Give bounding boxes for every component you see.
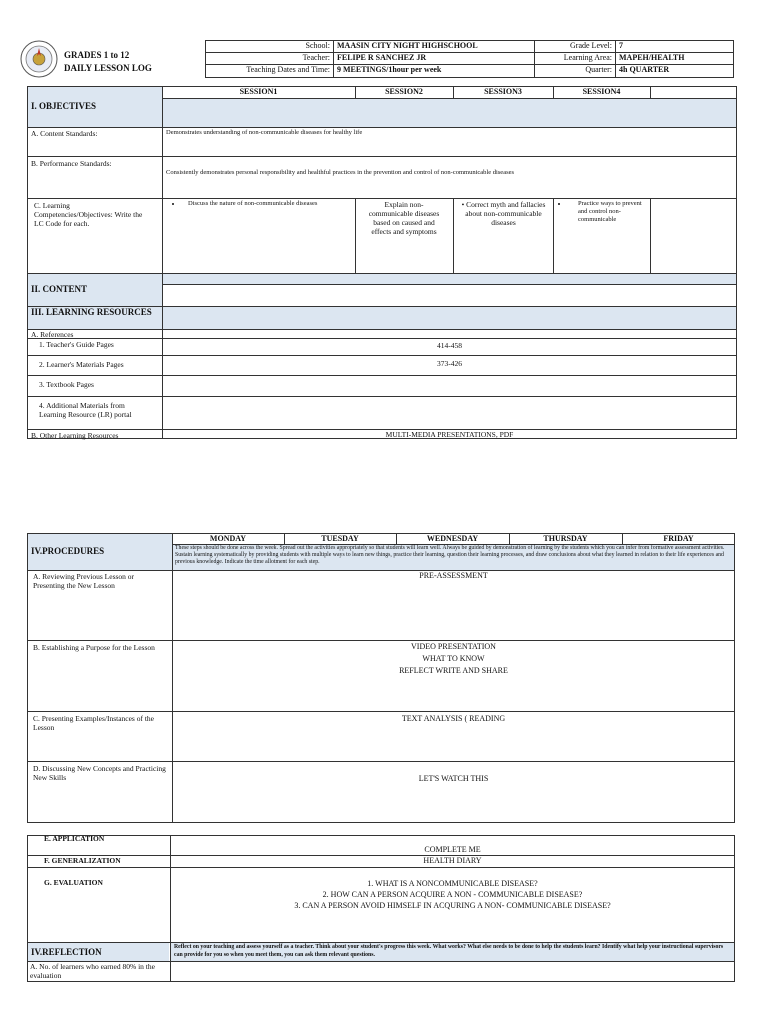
content-heading: II. CONTENT xyxy=(31,284,88,294)
teachers-guide-label: 1. Teacher's Guide Pages xyxy=(39,340,114,349)
procedures-heading: IV.PROCEDURES xyxy=(31,546,105,556)
proc-a-value: PRE-ASSESSMENT xyxy=(419,571,488,580)
competency-3 xyxy=(457,200,550,227)
application-value: COMPLETE ME xyxy=(424,845,481,854)
evaluation-label: G. EVALUATION xyxy=(44,878,103,887)
objectives-heading: I. OBJECTIVES xyxy=(31,101,97,111)
textbook-label: 3. Textbook Pages xyxy=(39,380,94,389)
additional-materials-label: 4. Additional Materials from Learning Resource (LR) portal xyxy=(39,401,132,419)
performance-standards-label: B. Performance Standards: xyxy=(31,159,112,168)
objectives-band xyxy=(163,98,736,127)
deped-seal-icon xyxy=(20,40,58,78)
teacher-value: FELIPE R SANCHEZ JR xyxy=(337,53,427,62)
dates-label: Teaching Dates and Time: xyxy=(246,65,330,74)
generalization-value: HEALTH DIARY xyxy=(423,856,482,865)
content-band xyxy=(163,274,736,284)
day-friday: FRIDAY xyxy=(663,534,694,543)
application-label: E. APPLICATION xyxy=(44,834,105,843)
dates-value: 9 MEETINGS/1hour per week xyxy=(337,65,442,74)
proc-b-value2: WHAT TO KNOW xyxy=(422,654,485,663)
competency-4 xyxy=(556,200,646,224)
evaluation-question-1: 1. WHAT IS A NONCOMMUNICABLE DISEASE? xyxy=(367,879,538,888)
other-resources-label: B. Other Learning Resources xyxy=(31,431,119,440)
reflection-note: Reflect on your teaching and assess yourself as a teacher. Think about your student's progress this week. What works? What else needs to be done to help the students learn? Identify what help your instructional supervisors can provide for you so when you meet them, you can ask them relevant questions. xyxy=(174,944,724,958)
school-label: School: xyxy=(305,41,330,50)
proc-b-value1: VIDEO PRESENTATION xyxy=(411,642,496,651)
content-standards-value: Demonstrates understanding of non-communicable diseases for healthy life xyxy=(166,129,363,136)
quarter-value: 4h QUARTER xyxy=(619,65,670,74)
procedures-note: These steps should be done across the week. Spread out the activities appropriately so that students will learn well. Always be guided by demonstration of learning by the students which you can infer from formative assessment activities. Sustain learning systematically by providing students with multiple ways to learn new things, practice their learning, question their learning processes, and draw conclusions about what they learned in relation to their life experiences and previous knowledge. Indicate the time allotment for each step. xyxy=(175,545,725,565)
grade-value: 7 xyxy=(619,41,623,50)
title-line1: GRADES 1 to 12 xyxy=(64,50,130,60)
proc-c-value: TEXT ANALYSIS ( READING xyxy=(401,714,506,723)
proc-b-value3: REFLECT WRITE AND SHARE xyxy=(399,666,508,675)
proc-a-label: A. Reviewing Previous Lesson or Presenting the New Lesson xyxy=(33,572,135,590)
competency-4-text: • Practice ways to prevent and control non-communicable xyxy=(568,200,646,224)
competency-1-text: • Discuss the nature of non-communicable diseases xyxy=(182,200,350,208)
quarter-label: Quarter: xyxy=(585,65,612,74)
teachers-guide-value: 414-458 xyxy=(437,341,462,350)
reflection-heading: IV.REFLECTION xyxy=(31,947,102,957)
competency-3-text: Correct myth and fallacies about non-communicable diseases xyxy=(465,200,546,227)
proc-d-value: LET'S WATCH THIS xyxy=(418,774,489,783)
grade-label: Grade Level: xyxy=(570,41,612,50)
bullet-icon: • xyxy=(461,200,465,209)
session-1-header: SESSION1 xyxy=(239,87,278,96)
day-tuesday: TUESDAY xyxy=(321,534,359,543)
learners-materials-value: 373-426 xyxy=(437,359,462,368)
competencies-label: C. Learning Competencies/Objectives: Write the LC Code for each. xyxy=(34,201,143,228)
proc-d-label: D. Discussing New Concepts and Practicing New Skills xyxy=(33,764,166,782)
area-label: Learning Area: xyxy=(563,53,612,62)
performance-standards-value: Consistently demonstrates personal responsibility and healthful practices in the prevention and control of non-communicable diseases xyxy=(166,169,515,176)
day-thursday: THURSDAY xyxy=(543,534,588,543)
evaluation-question-3: 3. CAN A PERSON AVOID HIMSELF IN ACQURING A NON- COMMUNICABLE DISEASE? xyxy=(294,901,611,910)
other-resources-value: MULTI-MEDIA PRESENTATIONS, PDF xyxy=(385,430,514,439)
proc-b-label: B. Establishing a Purpose for the Lesson xyxy=(33,643,155,652)
competency-1 xyxy=(170,200,350,208)
evaluation-question-2: 2. HOW CAN A PERSON ACQUIRE A NON - COMMUNICABLE DISEASE? xyxy=(322,890,583,899)
teacher-label: Teacher: xyxy=(302,53,330,62)
learners-materials-label: 2. Learner's Materials Pages xyxy=(39,360,124,369)
generalization-label: F. GENERALIZATION xyxy=(44,856,121,865)
content-standards-label: A. Content Standards: xyxy=(31,129,98,138)
session-2-header: SESSION2 xyxy=(385,87,423,96)
day-wednesday: WEDNESDAY xyxy=(426,534,479,543)
resources-heading: III. LEARNING RESOURCES xyxy=(31,307,152,317)
session-4-header: SESSION4 xyxy=(582,87,621,96)
title-line2: DAILY LESSON LOG xyxy=(64,63,152,73)
area-value: MAPEH/HEALTH xyxy=(619,53,685,62)
school-value: MAASIN CITY NIGHT HIGHSCHOOL xyxy=(337,41,478,50)
day-monday: MONDAY xyxy=(209,534,247,543)
proc-c-label: C. Presenting Examples/Instances of the Lesson xyxy=(33,714,155,732)
reflection-a-label: A. No. of learners who earned 80% in the evaluation xyxy=(30,962,155,980)
resources-band xyxy=(163,307,736,329)
competency-2: Explain non-communicable diseases based on caused and effects and symptoms xyxy=(368,200,440,236)
session-3-header: SESSION3 xyxy=(484,87,522,96)
references-label: A. References xyxy=(31,330,74,339)
